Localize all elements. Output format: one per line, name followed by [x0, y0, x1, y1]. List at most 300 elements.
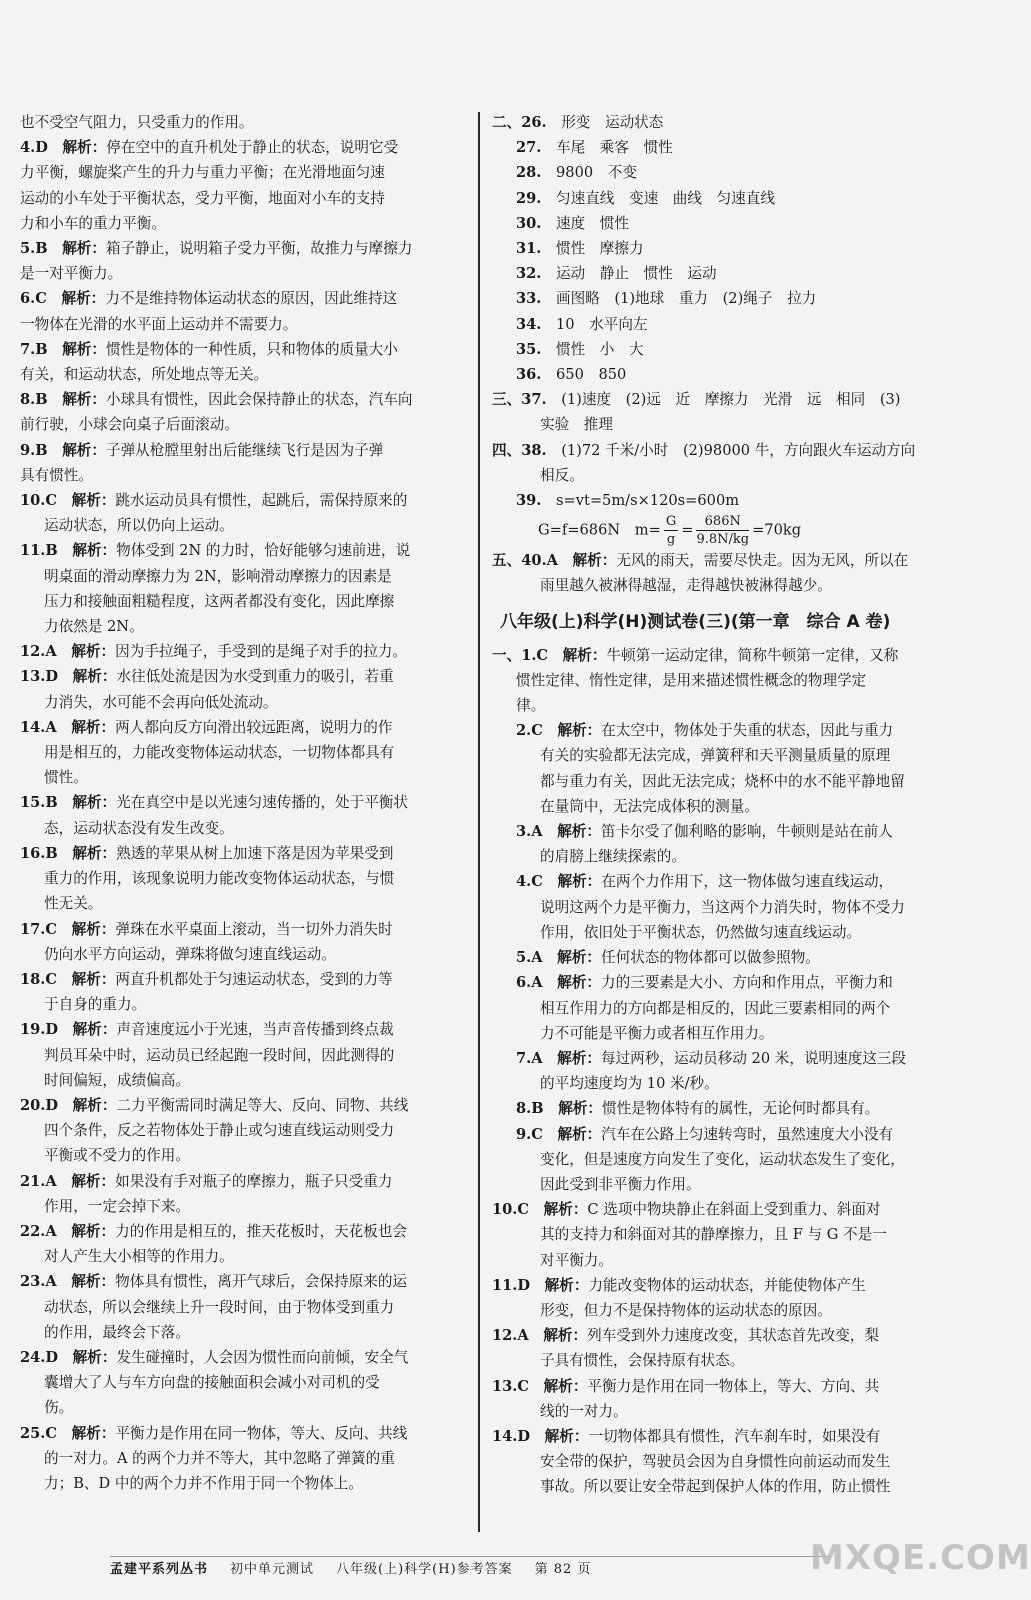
answer-text: 每过两秒，运动员移动 20 米，说明速度这三段	[600, 1049, 907, 1067]
analysis-label: 解析：	[558, 1100, 602, 1118]
analysis-label: 解析：	[557, 949, 601, 967]
analysis-label: 解析：	[72, 542, 117, 560]
answer-line	[492, 488, 972, 513]
answer-line	[492, 1197, 972, 1222]
answer-text: 是一对平衡力。	[20, 265, 123, 283]
section-title: 八年级(上)科学(H)测试卷(三)(第一章 综合 A 卷)	[500, 611, 891, 632]
question-number: 3.A	[516, 823, 543, 841]
answer-line	[20, 917, 470, 942]
answer-line	[492, 312, 972, 337]
answer-text: 律。	[516, 697, 546, 715]
analysis-label: 解析：	[544, 1276, 589, 1294]
answer-line	[20, 412, 470, 437]
question-number: 2.C	[516, 722, 543, 740]
analysis-label: 解析：	[72, 844, 117, 862]
answer-text: 动状态，所以会继续上升一段时间，由于物体受到重力	[44, 1298, 395, 1316]
page-footer	[110, 1556, 830, 1583]
answer-text: 实验 推理	[540, 416, 613, 434]
answer-line	[492, 895, 972, 920]
answer-line	[492, 1399, 972, 1424]
answer-text: 二力平衡需同时满足等大、反向、同物、共线	[116, 1096, 409, 1114]
answer-text: 惯性定律、惰性定律，是用来描述惯性概念的物理学定	[516, 671, 867, 689]
answer-text: 作用，依旧处于平衡状态，仍然做匀速直线运动。	[540, 923, 862, 941]
question-number: 5.A	[516, 949, 543, 967]
answer-line	[20, 1219, 470, 1244]
analysis-label: 解析：	[71, 643, 116, 661]
question-number: 12.A	[492, 1327, 529, 1345]
answer-text: 列车受到外力速度改变，其状态首先改变，梨	[587, 1327, 880, 1345]
answer-text: 10 水平向左	[556, 315, 648, 333]
analysis-label: 解析：	[71, 970, 116, 988]
answer-text: 仍向水平方向运动，弹珠将做匀速直线运动。	[44, 945, 336, 963]
analysis-label: 解析：	[71, 1424, 116, 1442]
answer-line	[20, 841, 470, 866]
analysis-label: 解析：	[62, 240, 106, 258]
analysis-label: 解析：	[62, 139, 107, 157]
answer-text: 力；B、D 中的两个力并不作用于同一个物体上。	[44, 1474, 363, 1492]
answer-line	[492, 1424, 972, 1449]
answer-text: 任何状态的物体都可以做参照物。	[600, 949, 820, 967]
analysis-label: 解析：	[544, 1427, 589, 1445]
answer-line	[20, 362, 470, 387]
answer-line	[20, 1043, 470, 1068]
answer-line	[20, 765, 470, 790]
answer-line	[492, 1147, 972, 1172]
answer-line	[20, 1395, 470, 1420]
answer-text: 四个条件，反之若物体处于静止或匀速直线运动则受力	[44, 1122, 395, 1140]
question-number: 31.	[516, 240, 542, 258]
analysis-label: 解析：	[61, 290, 106, 308]
analysis-label: 解析：	[562, 646, 607, 664]
answer-line	[492, 869, 972, 894]
answer-text: 光在真空中是以光速匀速传播的，处于平衡状	[116, 794, 409, 812]
formula-equals: =	[681, 521, 694, 539]
answer-line	[20, 1244, 470, 1269]
answer-text: 对平衡力。	[540, 1251, 613, 1269]
formula-result: =70kg	[752, 521, 802, 539]
answer-line	[492, 1172, 972, 1197]
answer-text: 平衡或不受力的作用。	[44, 1147, 190, 1165]
answer-text: 无风的雨天，需要尽快走。因为无风，所以在	[616, 552, 909, 570]
question-number: 27.	[516, 139, 542, 157]
answer-text: 形变，但力不是保持物体的运动状态的原因。	[540, 1301, 832, 1319]
question-number: 21.A	[20, 1172, 57, 1190]
answer-line	[20, 664, 470, 689]
answer-text: 650 850	[556, 366, 627, 384]
question-number: 33.	[516, 290, 542, 308]
left-column	[20, 110, 470, 1496]
answer-line	[20, 614, 470, 639]
answer-line	[20, 1295, 470, 1320]
answer-text: 力不是维持物体运动状态的原因，因此维持这	[105, 290, 398, 308]
question-number: 五、40.A	[492, 552, 558, 570]
question-number: 23.A	[20, 1273, 57, 1291]
answer-line	[20, 1446, 470, 1471]
answer-line	[492, 438, 972, 463]
answer-line	[492, 110, 972, 135]
answer-text: 跳水运动员具有惯性，起跳后，需保持原来的	[115, 492, 408, 510]
answer-text: 9800 不变	[556, 164, 637, 182]
answer-text: 事故。所以要让安全带起到保护人体的作用，防止惯性	[540, 1478, 891, 1496]
question-number: 4.C	[516, 873, 543, 891]
answer-text: 小球具有惯性，因此会保持静止的状态，汽车向	[105, 391, 413, 409]
answer-line	[492, 769, 972, 794]
answer-line	[492, 1474, 972, 1499]
fraction-g-over-g	[664, 513, 678, 548]
answer-line	[20, 1068, 470, 1093]
answer-line	[492, 668, 972, 693]
fill-in-answers	[492, 110, 972, 513]
answer-line	[20, 236, 470, 261]
answer-text: 雨里越久被淋得越湿，走得越快被淋得越少。	[540, 577, 832, 595]
answer-line	[20, 992, 470, 1017]
answer-line	[20, 135, 470, 160]
answer-text: 两人都向反方向滑出较远距离，说明力的作	[115, 718, 393, 736]
analysis-label: 解析：	[71, 492, 116, 510]
answer-line	[20, 1471, 470, 1496]
answer-line	[20, 564, 470, 589]
answer-text: 说明这两个力是平衡力，当这两个力消失时，物体不受力	[540, 898, 905, 916]
answer-line	[492, 412, 972, 437]
answer-line	[20, 790, 470, 815]
answer-text: 伤。	[44, 1399, 74, 1417]
answer-line	[20, 538, 470, 563]
question-number: 7.A	[516, 1049, 543, 1067]
answer-line	[492, 1374, 972, 1399]
answer-line	[20, 1370, 470, 1395]
answer-line	[492, 1071, 972, 1096]
question-number: 四、38.	[492, 441, 547, 459]
analysis-label: 解析：	[557, 1125, 602, 1143]
answer-text: 前行驶，小球会向桌子后面滚动。	[20, 416, 239, 434]
answer-line	[492, 1021, 972, 1046]
question-number: 13.D	[20, 668, 59, 686]
answer-line	[20, 639, 470, 664]
answer-line	[492, 1348, 972, 1373]
answer-line	[492, 573, 972, 598]
question-number: 11.B	[20, 542, 58, 560]
question-number: 13.C	[492, 1377, 530, 1395]
answer-line	[20, 1118, 470, 1143]
answer-text: 力消失，水可能不会再向低处流动。	[44, 693, 278, 711]
answer-text: 惯性 小 大	[556, 340, 644, 358]
answer-text: 在太空中，物体处于失重的状态，因此与重力	[601, 722, 894, 740]
answer-line	[492, 945, 972, 970]
analysis-label: 解析：	[543, 1327, 588, 1345]
answer-text: 具有惯性。	[20, 466, 93, 484]
question-number: 4.D	[20, 139, 48, 157]
analysis-label: 解析：	[557, 873, 602, 891]
answer-text: 两直升机都处于匀速运动状态，受到的力等	[115, 970, 393, 988]
question-number: 三、37.	[492, 391, 547, 409]
answer-line	[20, 589, 470, 614]
answer-text: 匀速直线 变速 曲线 匀速直线	[556, 189, 775, 207]
analysis-label: 解析：	[572, 552, 617, 570]
answer-line	[20, 110, 470, 135]
answer-text: 作用，一定会掉下来。	[44, 1197, 190, 1215]
answer-text: 发生碰撞时，人会因为惯性而向前倾，安全气	[116, 1348, 409, 1366]
answer-line	[20, 211, 470, 236]
fraction-denominator: 9.8N/kg	[696, 532, 750, 548]
answer-line	[492, 135, 972, 160]
answer-text: 判员耳朵中时，运动员已经起跑一段时间，因此测得的	[44, 1046, 395, 1064]
answer-line	[20, 1269, 470, 1294]
answer-text: 有关，和运动状态，所处地点等无关。	[20, 366, 269, 384]
question-number: 5.B	[20, 240, 48, 258]
answer-line	[492, 387, 972, 412]
answer-text: 在两个力作用下，这一物体做匀速直线运动，	[601, 873, 894, 891]
answer-text: (1)速度 (2)远 近 摩擦力 光滑 远 相同 (3)	[561, 391, 901, 409]
answer-text: 物体受到 2N 的力时，恰好能够匀速前进，说	[116, 542, 411, 560]
answer-text: 力平衡，螺旋桨产生的升力与重力平衡；在光滑地面匀速	[20, 164, 385, 182]
answer-text: 一切物体都具有惯性，汽车刹车时，如果没有	[588, 1427, 881, 1445]
analysis-label: 解析：	[71, 920, 116, 938]
question-number: 10.C	[20, 492, 58, 510]
answer-line	[492, 794, 972, 819]
answer-line	[20, 312, 470, 337]
footer-book: 初中单元测试	[230, 1562, 315, 1577]
answer-line	[20, 1421, 470, 1446]
answer-text: 有关的实验都无法完成，弹簧秤和天平测量质量的原理	[540, 747, 891, 765]
answer-line	[492, 211, 972, 236]
answer-text: 力依然是 2N。	[44, 618, 144, 636]
answer-text: 都与重力有关，因此无法完成；烧杯中的水不能平静地留	[540, 772, 905, 790]
answer-text: 子具有惯性，会保持原有状态。	[540, 1352, 745, 1370]
answer-line	[20, 438, 470, 463]
answer-line	[20, 337, 470, 362]
footer-series: 孟建平系列丛书	[110, 1562, 209, 1577]
answer-text: 子弹从枪膛里射出后能继续飞行是因为子弹	[105, 441, 384, 459]
question-number: 24.D	[20, 1348, 59, 1366]
answer-line	[20, 1017, 470, 1042]
analysis-label: 解析：	[71, 1222, 116, 1240]
answer-text: 的一对力。A 的两个力并不等大，其中忽略了弹簧的重	[44, 1449, 395, 1467]
answer-text: 因此受到非平衡力作用。	[540, 1175, 701, 1193]
question-number: 25.C	[20, 1424, 58, 1442]
answer-line	[20, 1345, 470, 1370]
analysis-label: 解析：	[72, 1348, 117, 1366]
analysis-label: 解析：	[71, 718, 116, 736]
answer-line	[20, 488, 470, 513]
answer-line	[492, 261, 972, 286]
answer-text: 力能改变物体的运动状态，并能使物体产生	[588, 1276, 866, 1294]
fraction-numerator: G	[665, 514, 677, 530]
analysis-label: 解析：	[543, 1377, 588, 1395]
analysis-label: 解析：	[72, 1096, 117, 1114]
answer-text: 力和小车的重力平衡。	[20, 214, 166, 232]
question-number: 20.D	[20, 1096, 59, 1114]
question-number: 二、26.	[492, 114, 547, 131]
answer-text: 的作用，最终会下落。	[44, 1323, 190, 1341]
column-divider	[478, 112, 480, 1532]
answer-line	[20, 967, 470, 992]
answer-line	[492, 844, 972, 869]
question-number: 28.	[516, 164, 542, 182]
answer-line	[492, 920, 972, 945]
answer-line	[492, 693, 972, 718]
answer-text: 平衡力是作用在同一物体，等大、反向、共线	[115, 1424, 408, 1442]
answer-text: 安全带的保护，驾驶员会因为自身惯性向前运动而发生	[540, 1453, 891, 1471]
answer-line	[492, 970, 972, 995]
answer-line	[492, 362, 972, 387]
question-number: 8.B	[20, 391, 48, 409]
analysis-label: 解析：	[72, 668, 117, 686]
answer-line	[492, 1273, 972, 1298]
answer-text: 运动的小车处于平衡状态，受力平衡，地面对小车的支持	[20, 189, 385, 207]
answer-text: 熟透的苹果从树上加速下落是因为苹果受到	[116, 844, 394, 862]
answer-text: 牛顿第一运动定律，简称牛顿第一定律，又称	[606, 646, 899, 664]
answer-line	[20, 1169, 470, 1194]
answer-line	[20, 513, 470, 538]
answer-line	[492, 743, 972, 768]
formula-line	[492, 513, 972, 548]
analysis-label: 解析：	[71, 1273, 116, 1291]
answer-text: 惯性 摩擦力	[556, 240, 644, 258]
answer-text: s=vt=5m/s×120s=600m	[556, 492, 740, 510]
question-number: 一、1.C	[492, 646, 549, 664]
answer-text: 相反。	[540, 466, 584, 484]
answer-line	[492, 1449, 972, 1474]
question-number: 10.C	[492, 1201, 530, 1219]
answer-text: C 选项中物块静止在斜面上受到重力、斜面对	[587, 1201, 881, 1219]
answer-text: 运动 静止 惯性 运动	[556, 265, 717, 283]
answer-text: 车尾 乘客 惯性	[556, 139, 673, 157]
answer-text: 惯性是物体特有的属性，无论何时都具有。	[601, 1100, 880, 1118]
answer-text: 压力和接触面粗糙程度，这两者都没有变化，因此摩擦	[44, 592, 395, 610]
answer-line	[20, 1194, 470, 1219]
answer-text: 的肩膀上继续探索的。	[540, 848, 686, 866]
analysis-label: 解析：	[62, 441, 106, 459]
answer-text: 声音速度远小于光速，当声音传播到终点裁	[116, 1021, 394, 1039]
analysis-label: 解析：	[557, 1049, 601, 1067]
question-number: 35.	[516, 340, 542, 358]
question-number: 14.D	[492, 1427, 531, 1445]
question-number: 8.B	[516, 1100, 544, 1118]
answer-line	[20, 740, 470, 765]
answer-line	[492, 643, 972, 668]
answer-text: 变化，但是速度方向发生了变化，运动状态发生了变化，	[540, 1150, 905, 1168]
analysis-label: 解析：	[543, 1201, 588, 1219]
question-number: 18.C	[20, 970, 58, 988]
answer-line	[20, 891, 470, 916]
question-number: 7.B	[20, 340, 48, 358]
question-number: 9.C	[516, 1125, 543, 1143]
fraction-values	[696, 513, 749, 548]
analysis-label: 解析：	[72, 1021, 117, 1039]
answer-text: 的平均速度均为 10 米/秒。	[540, 1075, 719, 1093]
question-number: 34.	[516, 315, 542, 333]
question-number: 15.B	[20, 794, 58, 812]
answer-line	[492, 1046, 972, 1071]
answer-line	[492, 718, 972, 743]
answer-text: 一物体在光滑的水平面上运动并不需要力。	[20, 315, 298, 333]
answer-line	[492, 1096, 972, 1121]
answer-text: 弹珠在水平桌面上滚动，当一切外力消失时	[115, 920, 393, 938]
answer-line	[492, 463, 972, 488]
answer-line	[20, 690, 470, 715]
answer-line	[20, 1143, 470, 1168]
answer-text: 停在空中的直升机处于静止的状态，说明它受	[106, 139, 399, 157]
answer-text: 汽车在公路上匀速转弯时，虽然速度大小没有	[601, 1125, 894, 1143]
analysis-label: 解析：	[71, 1172, 116, 1190]
question-number: 14.A	[20, 718, 57, 736]
answer-line	[492, 819, 972, 844]
question-number: 12.A	[20, 643, 57, 661]
answer-text: 因为手拉绳子，手受到的是绳子对手的拉力。	[115, 643, 408, 661]
answer-text: 用是相互的，力能改变物体运动状态，一切物体都具有	[44, 744, 395, 762]
answer-line	[20, 286, 470, 311]
answer-line	[20, 715, 470, 740]
answer-line	[492, 1323, 972, 1348]
question-number: 17.C	[20, 920, 58, 938]
answer-text: 力的三要素是大小、方向和作用点，平衡力和	[600, 974, 893, 992]
question-number: 29.	[516, 189, 542, 207]
analysis-label: 解析：	[72, 794, 117, 812]
question-number: 30.	[516, 214, 542, 232]
answer-line	[20, 463, 470, 488]
answer-text: 平衡力是作用在同一物体上，等大、方向、共	[587, 1377, 880, 1395]
answer-line	[20, 816, 470, 841]
formula-left: G=f=686N m=	[538, 521, 661, 539]
answer-text: 画图略 (1)地球 重力 (2)绳子 拉力	[556, 290, 817, 308]
answer-text: 也不受空气阻力，只受重力的作用。	[20, 114, 254, 131]
question-number: 32.	[516, 265, 542, 283]
answer-line	[492, 160, 972, 185]
answer-text: 如果没有手对瓶子的摩擦力，瓶子只受重力	[115, 1172, 393, 1190]
answer-text: 对人产生大小相等的作用力。	[44, 1248, 234, 1266]
answer-text: 惯性是物体的一种性质，只和物体的质量大小	[105, 340, 398, 358]
answer-line	[492, 1298, 972, 1323]
fraction-numerator: 686N	[696, 513, 749, 531]
analysis-label: 解析：	[62, 391, 106, 409]
answer-text: 囊增大了人与车方向盘的接触面积会减小对司机的受	[44, 1374, 380, 1392]
answer-text: 在量筒中，无法完成体积的测量。	[540, 797, 759, 815]
answer-text: 笛卡尔受了伽利略的影响，牛顿则是站在前人	[600, 823, 893, 841]
answer-text: 运动状态，所以仍向上运动。	[44, 517, 234, 535]
analysis-label: 解析：	[557, 974, 601, 992]
essay-answer	[492, 548, 972, 598]
answer-text: 于自身的重力。	[44, 996, 147, 1014]
answer-text: 态，运动状态没有发生改变。	[44, 819, 234, 837]
analysis-label: 解析：	[557, 722, 602, 740]
question-number: 6.A	[516, 974, 543, 992]
answer-text: 其的支持力和斜面对其的静摩擦力，且 F 与 G 不是一	[540, 1226, 887, 1244]
question-number: 36.	[516, 366, 542, 384]
answer-text: 速度 惯性	[556, 214, 629, 232]
answer-text: 线的一对力。	[540, 1402, 628, 1420]
answer-line	[20, 261, 470, 286]
answer-line	[20, 866, 470, 891]
answer-text: 物体具有惯性，离开气球后，会保持原来的运	[115, 1273, 408, 1291]
answer-text: 时间偏短，成绩偏高。	[44, 1071, 190, 1089]
answer-line	[492, 1222, 972, 1247]
question-number: 22.A	[20, 1222, 57, 1240]
answer-text: 力的作用是相互的，推天花板时，天花板也会	[115, 1222, 408, 1240]
answer-line	[20, 186, 470, 211]
question-number: 39.	[516, 492, 542, 510]
answer-line	[492, 286, 972, 311]
footer-subject: 八年级(上)科学(H)参考答案	[336, 1562, 513, 1577]
fraction-denominator: g	[666, 532, 676, 548]
answer-text: 相互作用力的方向都是相反的，因此三要素相同的两个	[540, 999, 891, 1017]
answer-text: 力不可能是平衡力或者相互作用力。	[540, 1024, 774, 1042]
analysis-label: 解析：	[62, 340, 106, 358]
question-number: 19.D	[20, 1021, 59, 1039]
answer-text: 重力的作用，该现象说明力能改变物体运动状态，与惯	[44, 870, 395, 888]
answer-line	[492, 236, 972, 261]
answer-line	[20, 1320, 470, 1345]
answer-text: 形变 运动状态	[561, 114, 664, 131]
